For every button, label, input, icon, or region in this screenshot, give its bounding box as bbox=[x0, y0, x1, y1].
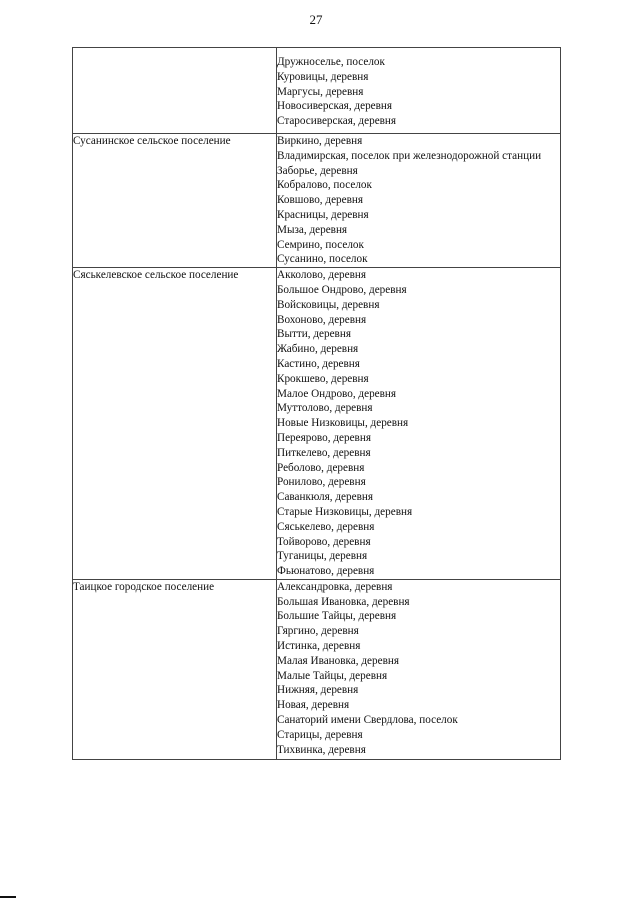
settlement-name-cell: Таицкое городское поселение bbox=[73, 579, 277, 760]
locality-item: Вытти, деревня bbox=[277, 328, 351, 341]
locality-item: Старосиверская, деревня bbox=[277, 115, 397, 128]
locality-item: Муттолово, деревня bbox=[277, 402, 373, 415]
settlement-name-cell bbox=[73, 48, 277, 134]
locality-item: Санаторий имени Свердлова, поселок bbox=[277, 714, 458, 727]
locality-item: Большие Тайцы, деревня bbox=[277, 610, 397, 623]
locality-item: Тихвинка, деревня bbox=[277, 743, 366, 756]
locality-item: Куровицы, деревня bbox=[277, 70, 369, 83]
locality-item: Новые Низковицы, деревня bbox=[277, 417, 409, 430]
locality-item: Вохоново, деревня bbox=[277, 313, 367, 326]
locality-item: Акколово, деревня bbox=[277, 269, 367, 282]
locality-item: Дружноселье, поселок bbox=[277, 56, 385, 68]
locality-item: Нижняя, деревня bbox=[277, 684, 359, 697]
locality-item: Кобралово, поселок bbox=[277, 179, 372, 192]
locality-item: Переярово, деревня bbox=[277, 431, 371, 444]
locality-item: Семрино, поселок bbox=[277, 238, 364, 251]
locality-list-cell bbox=[277, 133, 561, 267]
locality-item: Кастино, деревня bbox=[277, 357, 360, 370]
locality-item: Тойворово, деревня bbox=[277, 535, 371, 548]
locality-item: Саванкюля, деревня bbox=[277, 491, 373, 504]
table-row bbox=[73, 579, 561, 760]
locality-item: Заборье, деревня bbox=[277, 164, 358, 177]
locality-item: Большая Ивановка, деревня bbox=[277, 595, 410, 608]
locality-list-cell bbox=[277, 579, 561, 760]
locality-item: Старые Низковицы, деревня bbox=[277, 505, 413, 518]
locality-list-cell bbox=[277, 268, 561, 580]
locality-item: Старицы, деревня bbox=[277, 728, 363, 741]
locality-item: Реболово, деревня bbox=[277, 461, 365, 474]
locality-item: Ковшово, деревня bbox=[277, 194, 364, 207]
locality-item: Гяргино, деревня bbox=[277, 625, 359, 638]
locality-item: Жабино, деревня bbox=[277, 343, 359, 356]
locality-item: Новосиверская, деревня bbox=[277, 100, 393, 113]
locality-item: Виркино, деревня bbox=[277, 134, 363, 147]
locality-item: Туганицы, деревня bbox=[277, 550, 368, 563]
locality-item: Красницы, деревня bbox=[277, 208, 369, 221]
locality-item: Новая, деревня bbox=[277, 699, 350, 712]
page-edge-mark bbox=[0, 896, 16, 898]
locality-item: Фьюнатово, деревня bbox=[277, 565, 375, 578]
locality-item: Владимирская, поселок при железнодорожной станции bbox=[277, 149, 542, 162]
settlement-name-cell: Сяськелевское сельское поселение bbox=[73, 268, 277, 580]
locality-item: Ронилово, деревня bbox=[277, 476, 366, 489]
page-number: 27 bbox=[309, 12, 323, 27]
table-row bbox=[73, 133, 561, 267]
locality-item: Малое Ондрово, деревня bbox=[277, 387, 397, 400]
locality-list-cell bbox=[277, 48, 561, 134]
locality-item: Питкелево, деревня bbox=[277, 446, 371, 459]
settlement-name-cell: Сусанинское сельское поселение bbox=[73, 133, 277, 267]
locality-item: Истинка, деревня bbox=[277, 640, 361, 653]
locality-item: Сяськелево, деревня bbox=[277, 520, 375, 533]
locality-item: Крокшево, деревня bbox=[277, 372, 369, 385]
settlements-table bbox=[72, 47, 561, 760]
locality-item: Маргусы, деревня bbox=[277, 85, 364, 98]
locality-item: Мыза, деревня bbox=[277, 223, 348, 236]
locality-item: Большое Ондрово, деревня bbox=[277, 283, 407, 296]
locality-item: Войсковицы, деревня bbox=[277, 298, 380, 311]
table-row bbox=[73, 48, 561, 134]
table-row bbox=[73, 268, 561, 580]
locality-item: Александровка, деревня bbox=[277, 580, 393, 593]
locality-item: Малые Тайцы, деревня bbox=[277, 669, 388, 682]
locality-item: Сусанино, поселок bbox=[277, 253, 368, 266]
locality-item: Малая Ивановка, деревня bbox=[277, 654, 400, 667]
